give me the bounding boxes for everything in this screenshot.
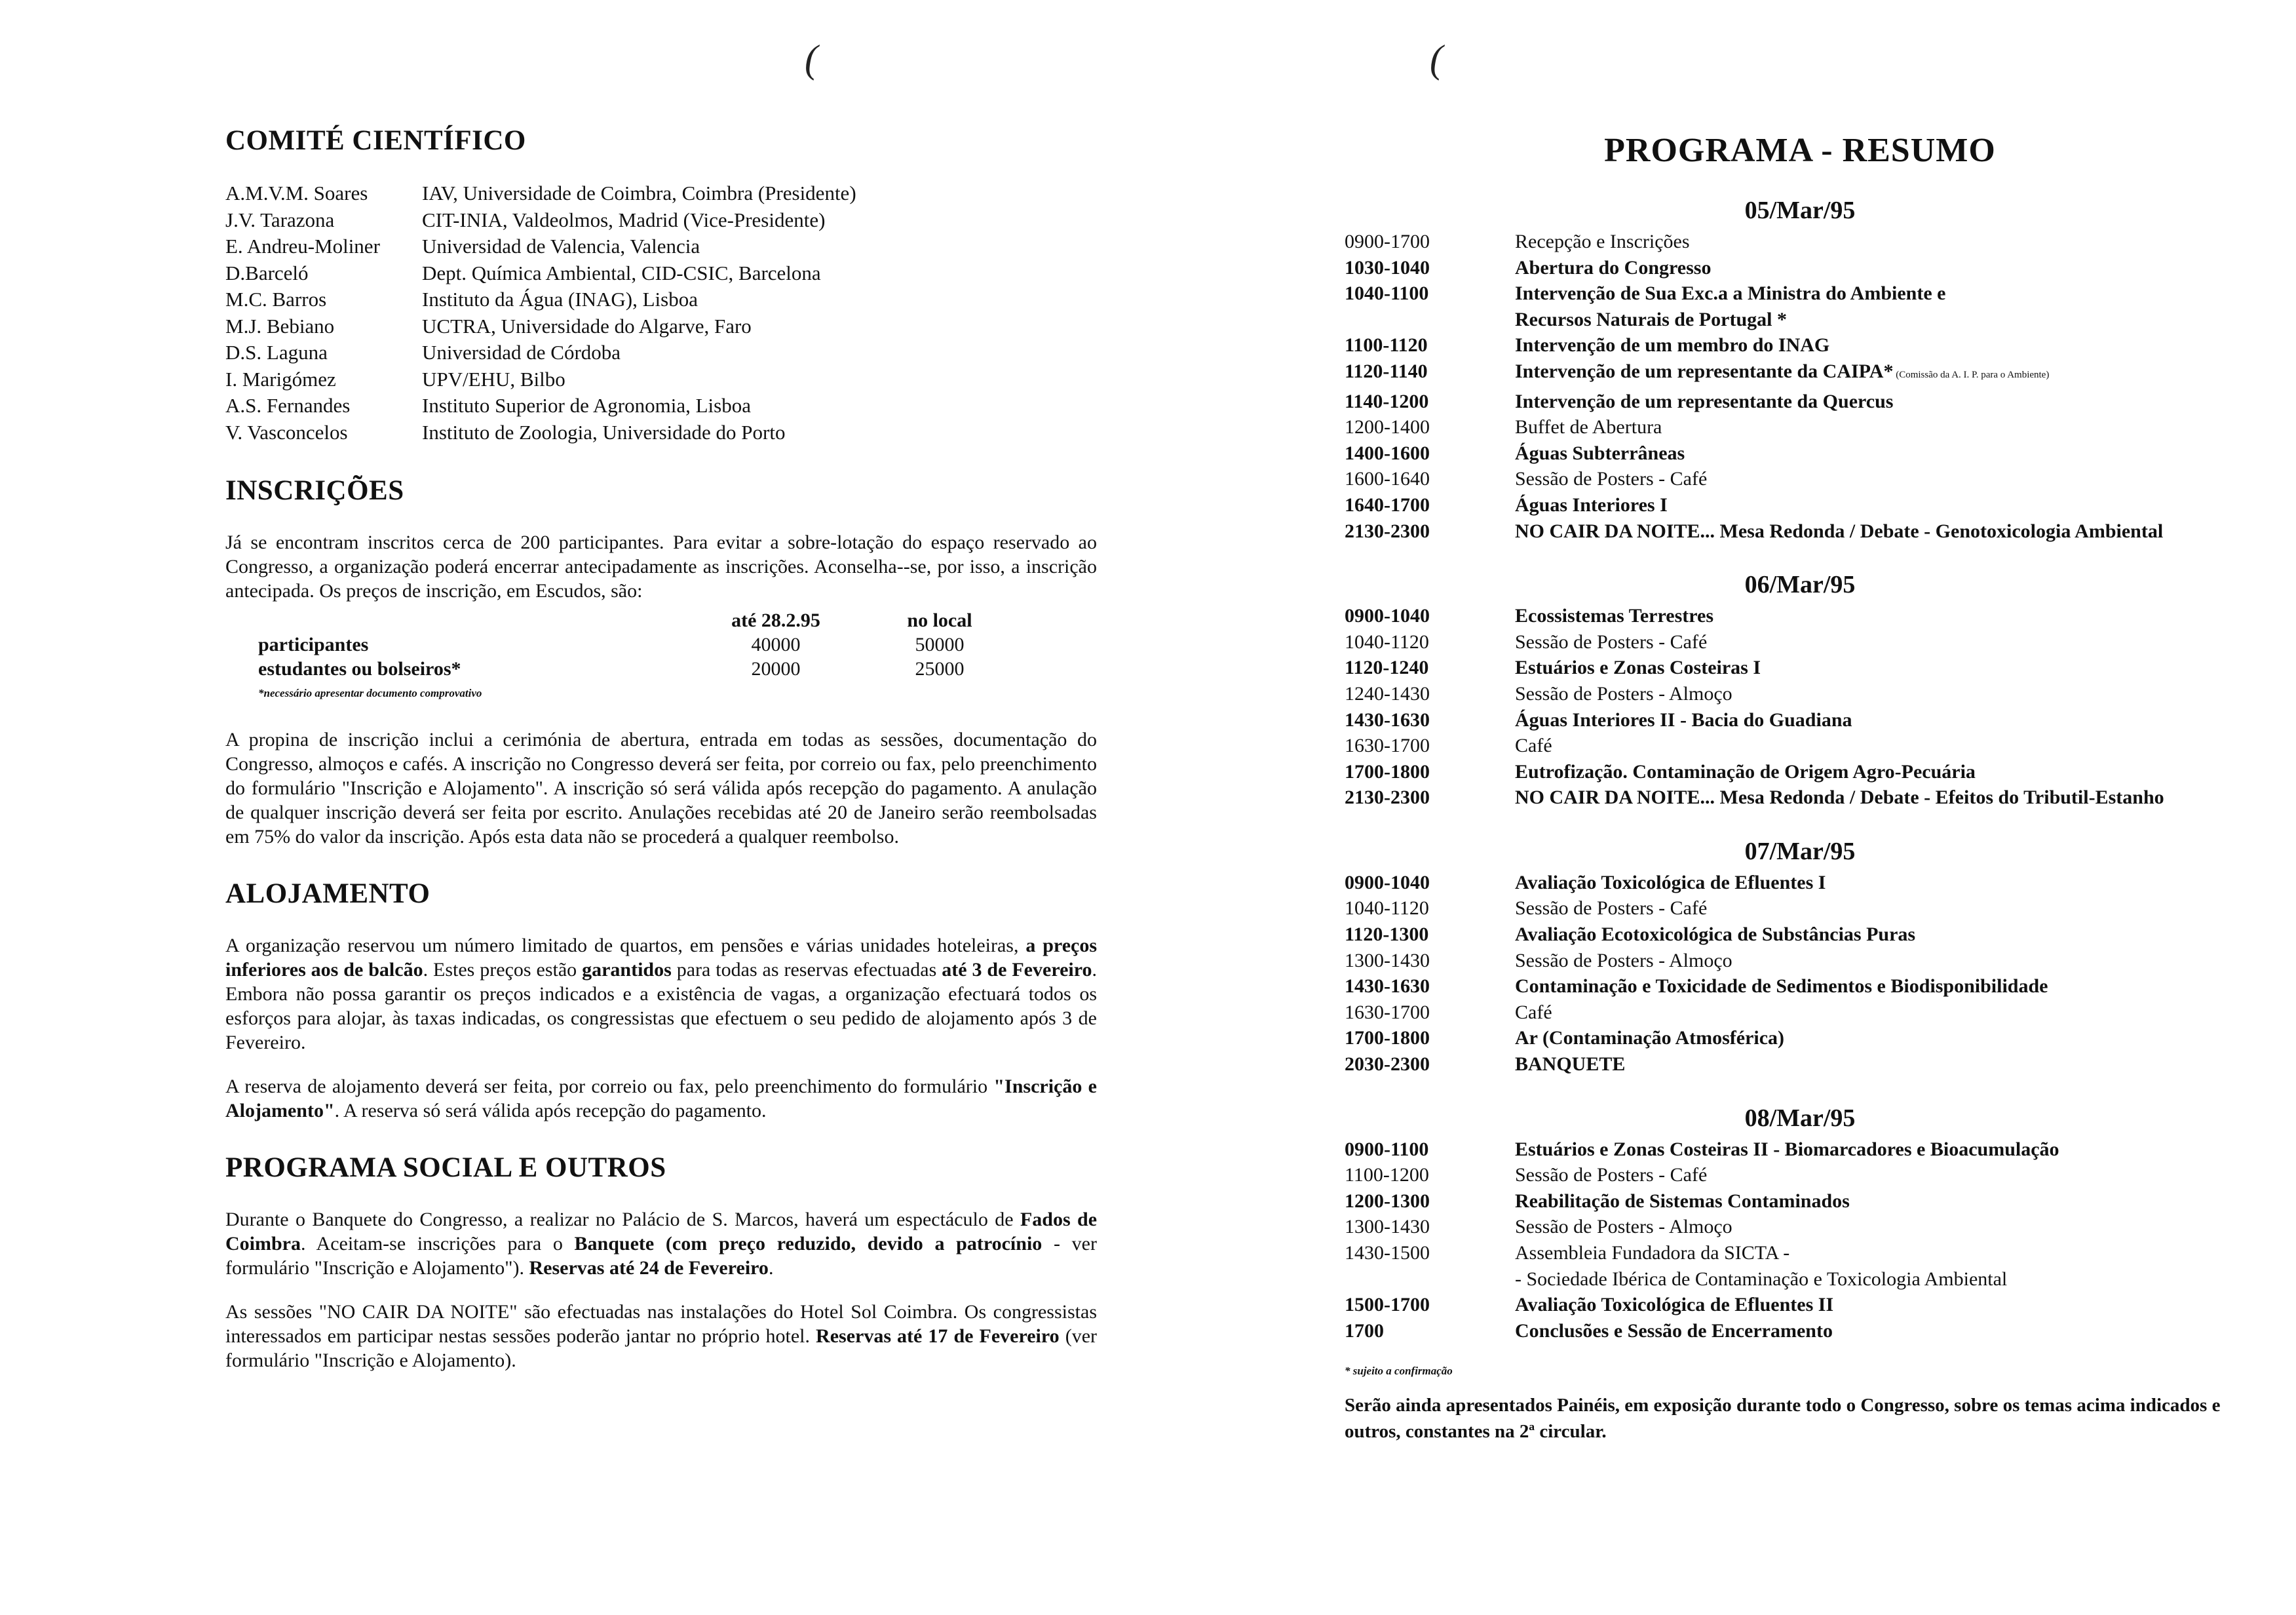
programa-day [1345,837,2255,1078]
text-run-bold: Reservas até 24 de Fevereiro [529,1257,769,1279]
event-description-text: Sessão de Posters - Almoço [1515,682,1732,705]
text-run-bold: garantidos [582,959,672,981]
event-description [1515,603,2255,629]
event-description [1515,1188,2255,1215]
event-time: 0900-1040 [1345,871,1430,893]
comite-member-name: D.S. Laguna [225,341,328,364]
event-description-text: BANQUETE [1515,1053,1626,1076]
event-description-text: Recursos Naturais de Portugal * [1515,308,1787,330]
event-description [1515,973,2255,1000]
event-description-text: Sessão de Posters - Almoço [1515,949,1732,971]
comite-member-name: A.M.V.M. Soares [225,182,368,204]
event-time: 0900-1100 [1345,1138,1429,1160]
page-mark: ( [805,37,818,81]
event-description [1515,1266,2255,1293]
event-description-text: Avaliação Ecotoxicológica de Substâncias Puras [1515,924,1916,946]
event-description-text: Café [1515,1001,1552,1023]
text-run: A organização reservou um número limitado de quartos, em pensões e várias unidades hoteleiras, [225,935,1026,956]
event-description [1515,922,2255,948]
fees-row-value-1: 20000 [751,658,801,680]
event-description-text: Avaliação Toxicológica de Efluentes II [1515,1294,1834,1316]
event-description [1515,1318,2255,1344]
event-description [1515,870,2255,896]
event-description [1515,759,2255,785]
event-description [1515,655,2255,681]
comite-title: COMITÉ CIENTÍFICO [225,125,526,156]
day-date: 06/Mar/95 [1744,571,1856,599]
comite-member-affiliation: CIT-INIA, Valdeolmos, Madrid (Vice-Presidente) [422,208,826,231]
event-description-text: Contaminação e Toxicidade de Sedimentos e Biodisponibilidade [1515,975,2048,998]
comite-member-affiliation: Instituto Superior de Agronomia, Lisboa [422,394,751,417]
event-time: 1300-1430 [1345,949,1430,971]
event-description-text: Abertura do Congresso [1515,256,1712,279]
fees-row-label: estudantes ou bolseiros* [258,658,461,680]
page-mark: ( [1430,37,1443,81]
event-description [1515,1240,2255,1266]
event-time: 1700 [1345,1319,1384,1342]
event-description-text: Intervenção de um representante da CAIPA* [1515,360,1894,382]
fees-row-value-1: 40000 [751,634,801,655]
fees-col-header-2: no local [907,610,972,631]
event-description [1515,440,2255,467]
event-time: 1630-1700 [1345,735,1430,757]
alojamento-paragraph-1 [225,933,1097,1055]
text-run: . [768,1257,774,1279]
day-events [1345,1137,2255,1344]
event-time: 1100-1200 [1345,1164,1429,1186]
comite-member-affiliation: Instituto da Água (INAG), Lisboa [422,288,698,311]
event-time: 1500-1700 [1345,1294,1430,1316]
event-time: 1120-1240 [1345,657,1429,679]
event-description-text: Águas Interiores II - Bacia do Guadiana [1515,709,1852,731]
text-run: . Embora não possa garantir os preços indicados e a existência de vagas, a organização efectuará todos os esforços para alojar, às taxas indicadas, os congressistas que efectuem o seu pedido de alojamento após 3 de Fevereiro. [225,959,1098,1053]
event-description-text: Eutrofização. Contaminação de Origem Agro-Pecuária [1515,760,1976,783]
fees-row [258,632,979,657]
programa-day [1345,570,2255,811]
fees-table [258,608,1097,699]
event-time: 0900-1700 [1345,231,1430,252]
comite-member-affiliation: Universidad de Córdoba [422,341,621,364]
text-run-bold: Reservas até 17 de Fevereiro [816,1325,1060,1347]
event-description [1515,518,2255,545]
event-description-text: Assembleia Fundadora da SICTA - [1515,1242,1790,1264]
text-run: . A reserva só será válida após recepção do pagamento. [334,1100,767,1121]
day-events [1345,603,2255,811]
text-run: . Estes preços estão [423,959,583,981]
event-description [1515,1051,2255,1078]
text-run: (ver formulário "Inscrição e Alojamento). [225,1325,1097,1371]
event-description-text: Intervenção de um representante da Quercus [1515,390,1894,412]
fees-row-value-2: 50000 [915,634,965,655]
inscricoes-title: INSCRIÇÕES [225,475,404,506]
event-description-text: Sessão de Posters - Café [1515,1164,1708,1186]
event-description [1515,1025,2255,1051]
social-paragraph-1 [225,1207,1097,1280]
fees-note: *necessário apresentar documento comprovativo [258,687,482,699]
event-description-text: Ar (Contaminação Atmosférica) [1515,1027,1785,1049]
comite-member-name: M.C. Barros [225,288,327,311]
event-description [1515,1137,2255,1163]
event-description-text: Sessão de Posters - Café [1515,631,1708,653]
comite-member-affiliation: Instituto de Zoologia, Universidade do Porto [422,420,786,444]
event-description-text: Recepção e Inscrições [1515,231,1690,252]
event-description-text: Estuários e Zonas Costeiras I [1515,657,1761,679]
programa-days [1345,196,2255,1344]
day-events [1345,870,2255,1078]
event-description [1515,492,2255,518]
event-description [1515,255,2255,281]
event-time: 1640-1700 [1345,494,1430,516]
event-description-text: Sessão de Posters - Café [1515,468,1708,490]
text-run-bold: Fados de Coimbra [225,1209,1098,1255]
event-description-text: Avaliação Toxicológica de Efluentes I [1515,871,1826,893]
event-description [1515,1000,2255,1026]
programa-title: PROGRAMA - RESUMO [1604,132,1996,169]
event-time: 1630-1700 [1345,1001,1430,1023]
event-description [1515,466,2255,492]
event-description [1515,681,2255,707]
event-description [1515,389,2255,415]
event-time: 2130-2300 [1345,787,1430,809]
social-paragraph-2 [225,1300,1097,1372]
text-run-bold: a preços inferiores aos de balcão [225,935,1097,981]
event-time: 1430-1630 [1345,709,1430,731]
text-run: para todas as reservas efectuadas [671,959,942,981]
inscricoes-body: A propina de inscrição inclui a cerimónia de abertura, entrada em todas as sessões, documentação do Congresso, almoços e cafés. A inscrição no Congresso deverá ser feita, por correio ou fax, pelo preenchimento do formulário "Inscrição e Alojamento". A inscrição só será válida após recepção do pagamento. A anulação de qualquer inscrição deverá ser feita por escrito. Anulações recebidas até 20 de Janeiro serão reembolsadas em 75% do valor da inscrição. Após esta data não se procederá a qualquer reembolso. [225,729,1097,847]
day-date: 08/Mar/95 [1744,1104,1856,1132]
event-time: 1200-1300 [1345,1190,1430,1212]
event-description [1515,895,2255,922]
alojamento-paragraph-2 [225,1074,1097,1123]
event-time: 1030-1040 [1345,256,1430,279]
right-page [1148,0,2296,1615]
event-time: 1200-1400 [1345,416,1430,438]
event-description [1515,229,2255,255]
event-time [1345,1266,1515,1293]
event-time: 1700-1800 [1345,760,1430,783]
fees-row-label: participantes [258,634,369,655]
day-events [1345,229,2255,544]
event-description-text: Buffet de Abertura [1515,416,1662,438]
fees-row-value-2: 25000 [915,658,965,680]
fees-row [258,657,979,681]
text-run: - ver formulário "Inscrição e Alojamento"). [225,1233,1097,1279]
comite-member-affiliation: UPV/EHU, Bilbo [422,367,565,391]
day-date: 07/Mar/95 [1744,837,1856,865]
event-description [1515,1162,2255,1188]
event-description-text: Intervenção de um membro do INAG [1515,334,1830,357]
comite-member-name: M.J. Bebiano [225,314,335,338]
event-time: 1040-1100 [1345,282,1429,305]
event-description-text: Ecossistemas Terrestres [1515,605,1714,627]
text-run: . Aceitam-se inscrições para o [301,1233,575,1255]
text-run-bold: até 3 de Fevereiro [942,959,1092,981]
fees-col-header-1: até 28.2.95 [731,610,820,631]
event-description-text: NO CAIR DA NOITE... Mesa Redonda / Debate - Efeitos do Tributil-Estanho [1515,787,2164,809]
event-description [1515,629,2255,655]
event-time: 0900-1040 [1345,605,1430,627]
programa-day [1345,196,2255,544]
comite-members [225,180,1097,446]
event-description-extra: (Comissão da A. I. P. para o Ambiente) [1893,369,2050,380]
comite-member-affiliation: IAV, Universidade de Coimbra, Coimbra (Presidente) [422,182,856,204]
comite-member-name: J.V. Tarazona [225,208,335,231]
event-time [1345,307,1515,333]
event-description [1515,414,2255,440]
event-description-text: Intervenção de Sua Exc.a a Ministra do Ambiente e [1515,282,1946,305]
comite-member-affiliation: UCTRA, Universidade do Algarve, Faro [422,314,752,338]
event-description [1515,1292,2255,1318]
comite-member-name: V. Vasconcelos [225,420,348,444]
event-time: 1430-1630 [1345,975,1430,998]
event-time: 1600-1640 [1345,468,1430,490]
event-description-text: Águas Subterrâneas [1515,442,1685,464]
comite-member-affiliation: Universidad de Valencia, Valencia [422,235,700,258]
event-time: 1140-1200 [1345,390,1429,412]
left-column [225,125,1097,1392]
event-time: 1120-1140 [1345,360,1428,382]
text-run: A reserva de alojamento deverá ser feita, por correio ou fax, pelo preenchimento do formulário [225,1076,994,1097]
programa-note: * sujeito a confirmação [1345,1365,1453,1378]
fees-header [258,608,979,632]
event-description [1515,307,2255,333]
event-description-text: Conclusões e Sessão de Encerramento [1515,1319,1833,1342]
text-run: Durante o Banquete do Congresso, a realizar no Palácio de S. Marcos, haverá um espectáculo de [225,1209,1020,1230]
comite-member-name: I. Marigómez [225,367,336,391]
right-column [1345,131,2255,1445]
event-description-text: Águas Interiores I [1515,494,1668,516]
event-description [1515,281,2255,307]
event-description [1515,948,2255,974]
event-description [1515,1214,2255,1240]
event-description-text: Reabilitação de Sistemas Contaminados [1515,1190,1850,1212]
event-time: 1040-1120 [1345,897,1429,920]
comite-member-name: E. Andreu-Moliner [225,235,380,258]
event-description-text: NO CAIR DA NOITE... Mesa Redonda / Debate - Genotoxicologia Ambiental [1515,520,2164,542]
event-description-text: Sessão de Posters - Almoço [1515,1216,1732,1238]
text-run-bold: Banquete (com preço reduzido, devido a patrocínio [574,1233,1043,1255]
inscricoes-intro: Já se encontram inscritos cerca de 200 participantes. Para evitar a sobre-lotação do espaço reservado ao Congresso, a organização poderá encerrar antecipadamente as inscrições. Aconselha--se, por isso, a inscrição antecipada. Os preços de inscrição, em Escudos, são: [225,532,1097,602]
event-time: 2030-2300 [1345,1053,1430,1076]
event-description-text: Sessão de Posters - Café [1515,897,1708,920]
event-description-text: Café [1515,735,1552,757]
event-description [1515,733,2255,759]
event-description [1515,359,2255,389]
comite-member-name: A.S. Fernandes [225,394,351,417]
event-time: 1120-1300 [1345,924,1429,946]
programa-final-note: Serão ainda apresentados Painéis, em exposição durante todo o Congresso, sobre os temas acima indicados e outros, constantes na 2ª circular. [1345,1395,2221,1443]
event-time: 2130-2300 [1345,520,1430,542]
event-description [1515,785,2255,811]
comite-member-affiliation: Dept. Química Ambiental, CID-CSIC, Barcelona [422,261,821,284]
day-date: 05/Mar/95 [1744,197,1856,224]
event-description-text: - Sociedade Ibérica de Contaminação e Toxicologia Ambiental [1515,1268,2008,1290]
event-time: 1400-1600 [1345,442,1430,464]
event-description-text: Estuários e Zonas Costeiras II - Biomarcadores e Bioacumulação [1515,1138,2059,1160]
event-time: 1040-1120 [1345,631,1429,653]
event-time: 1430-1500 [1345,1242,1430,1264]
social-title: PROGRAMA SOCIAL E OUTROS [225,1152,666,1183]
event-time: 1100-1120 [1345,334,1428,357]
text-run-bold: "Inscrição e Alojamento" [225,1076,1097,1121]
event-time: 1700-1800 [1345,1027,1430,1049]
event-description [1515,332,2255,359]
comite-member-name: D.Barceló [225,261,309,284]
alojamento-title: ALOJAMENTO [225,878,430,909]
text-run: As sessões "NO CAIR DA NOITE" são efectuadas nas instalações do Hotel Sol Coimbra. Os congressistas interessados em participar nestas sessões poderão jantar no próprio hotel. [225,1301,1097,1347]
event-time: 1240-1430 [1345,682,1430,705]
event-time: 1300-1430 [1345,1216,1430,1238]
programa-day [1345,1104,2255,1344]
event-description [1515,707,2255,733]
